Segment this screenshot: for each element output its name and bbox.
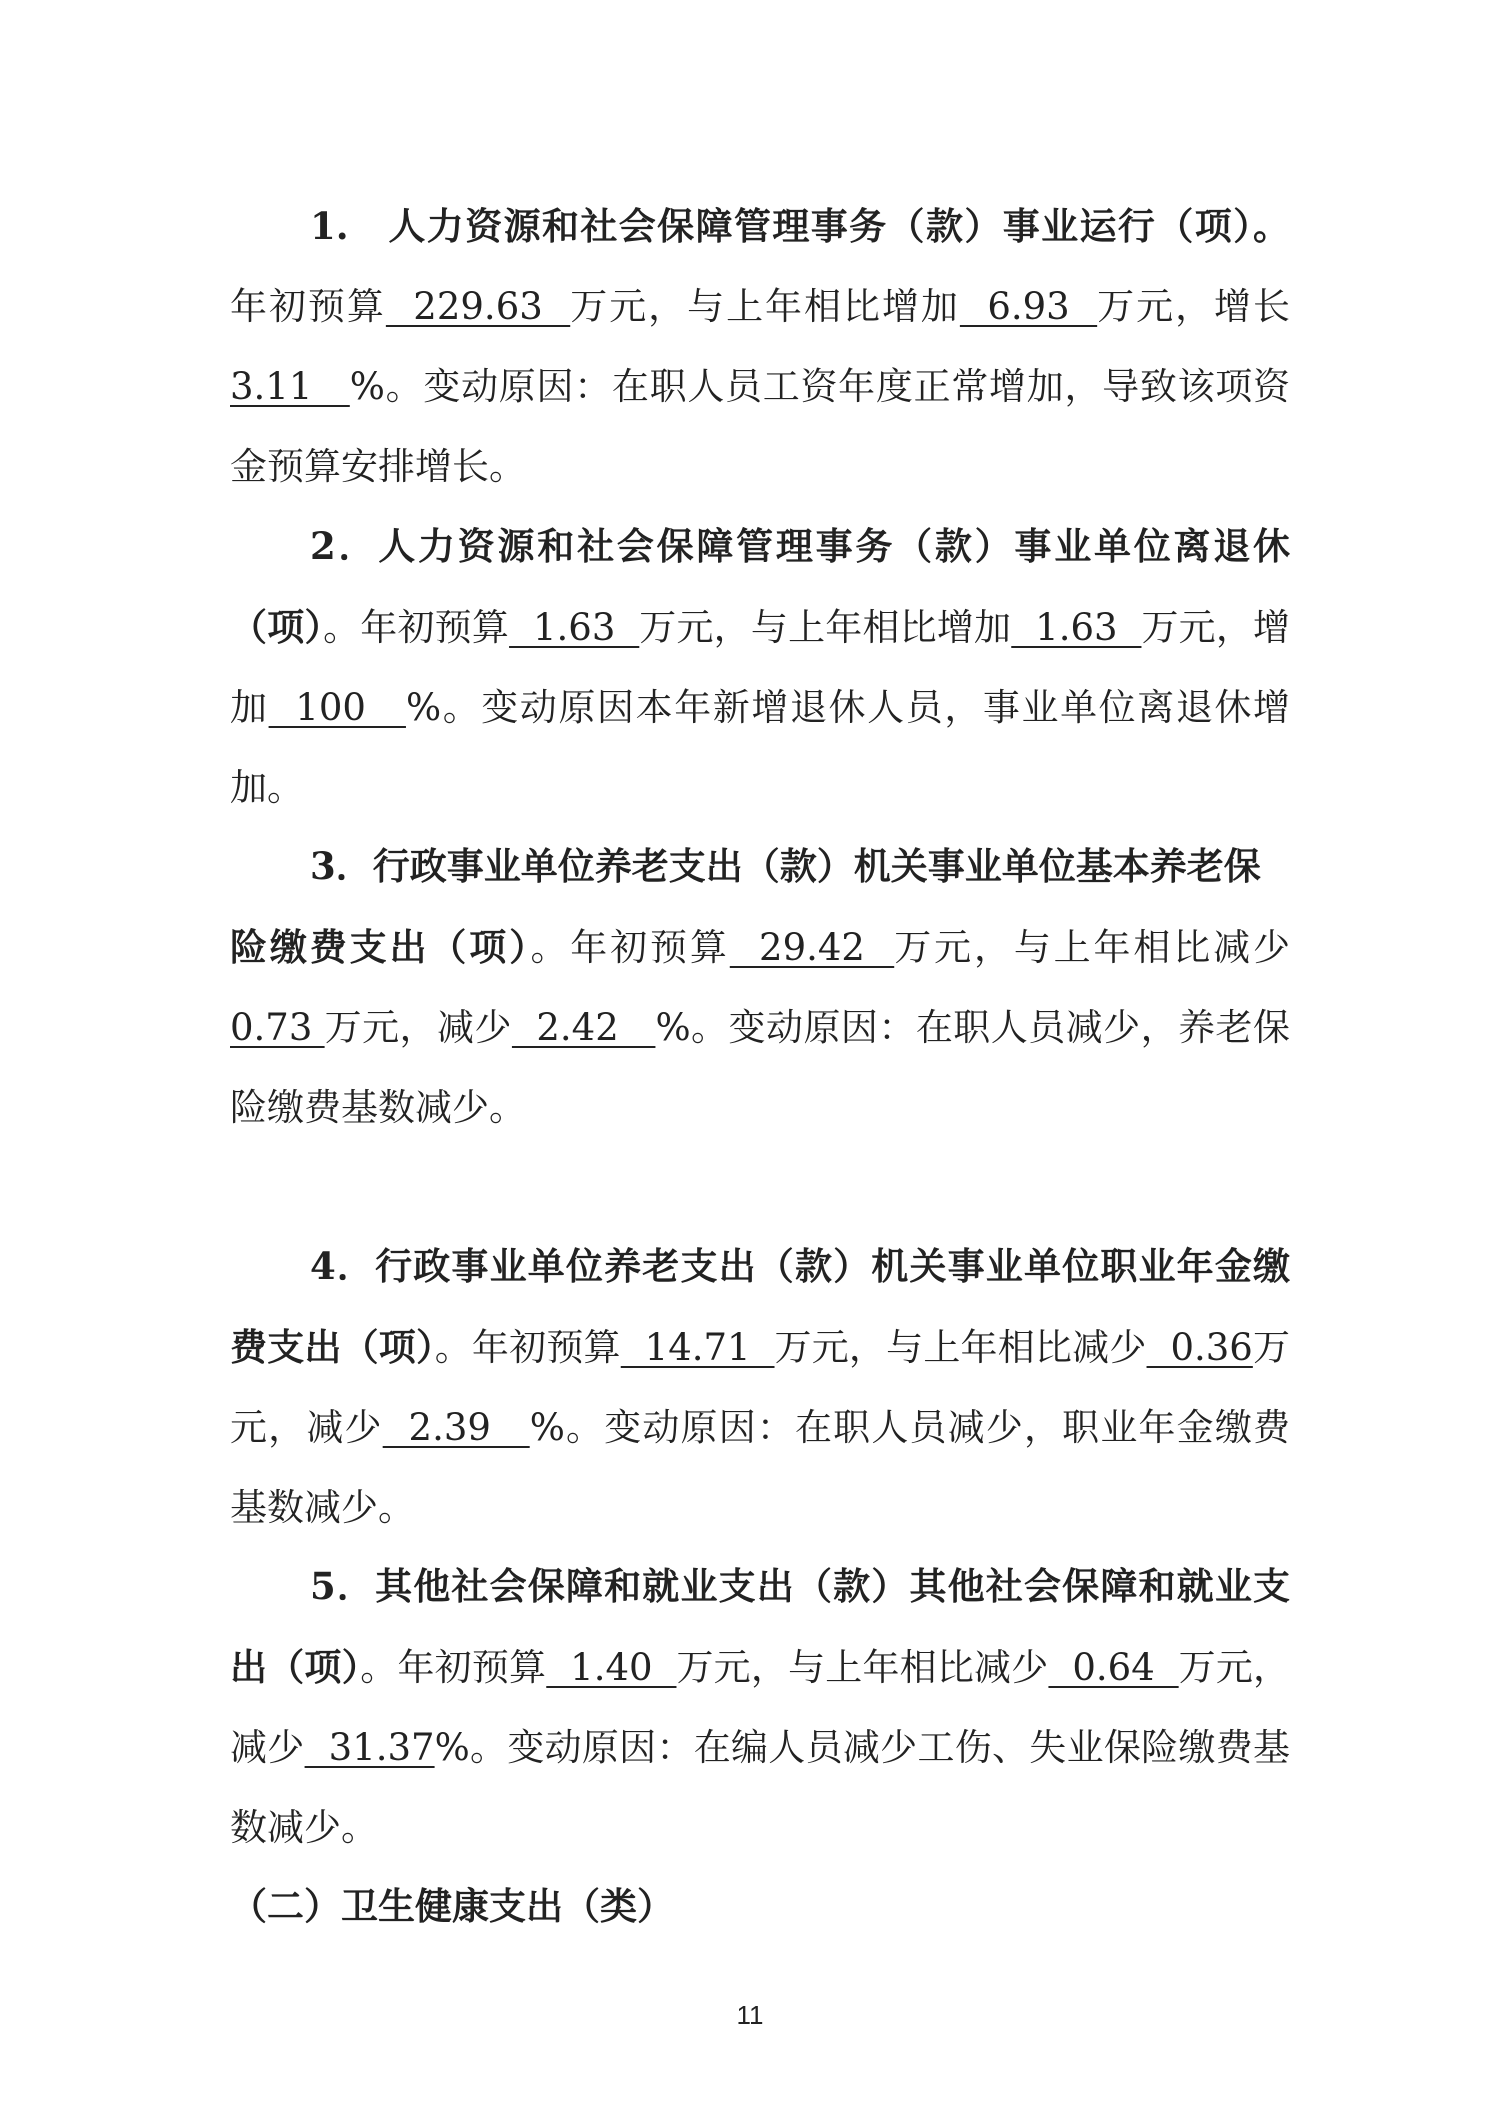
item-heading: 2．人力资源和社会保障管理事务（款）事业单位离退休（项） xyxy=(230,524,1290,649)
item-text: 万元，与上年相比增加 xyxy=(570,285,960,328)
page-number: 11 xyxy=(736,2000,764,2030)
item-text: 。年初预算 xyxy=(530,926,730,969)
budget-item-4 xyxy=(230,1226,1290,1548)
budget-item-5 xyxy=(230,1546,1290,1868)
section-heading: （二）卫生健康支出（类） xyxy=(230,1884,674,1928)
item-text: 万元，增长 xyxy=(1097,285,1291,328)
change-amount: 6.93 xyxy=(959,285,1098,328)
change-amount: 0.64 xyxy=(1048,1646,1179,1689)
budget-amount: 1.63 xyxy=(509,606,640,649)
budget-item-1 xyxy=(230,186,1290,507)
item-text: %。变动原因：在编人员减少工伤、失业保险缴费基数减少。 xyxy=(230,1726,1291,1849)
item-text: 万元，与上年相比减少 xyxy=(676,1646,1049,1689)
item-text: 万元，与上年相比减少 xyxy=(894,926,1291,969)
change-amount: 0.36 xyxy=(1146,1326,1253,1369)
item-text: 万元，减少 xyxy=(230,1646,1291,1769)
item-text: 。年初预算 xyxy=(434,1326,621,1369)
item-text: 万元，减少 xyxy=(230,1326,1291,1449)
item-text: 万元，与上年相比减少 xyxy=(774,1326,1147,1369)
item-heading-continued: 险缴费支出（项） xyxy=(230,925,531,969)
change-percent: 31.37 xyxy=(304,1726,435,1769)
budget-item-3 xyxy=(230,826,1290,1148)
change-percent: 100 xyxy=(268,686,406,729)
item-text: %。变动原因：在职人员减少，养老保险缴费基数减少。 xyxy=(230,1006,1290,1129)
item-text: 年初预算 xyxy=(230,285,386,328)
item-text: 。年初预算 xyxy=(323,606,510,649)
change-percent: 2.39 xyxy=(382,1406,530,1449)
budget-amount: 29.42 xyxy=(729,926,895,969)
budget-amount: 1.40 xyxy=(546,1646,677,1689)
budget-item-2 xyxy=(230,506,1290,828)
item-text: %。变动原因本年新增退休人员，事业单位离退休增加。 xyxy=(230,686,1290,809)
item-heading: 4．行政事业单位养老支出（款）机关事业单位职业年金缴费支出（项） xyxy=(230,1244,1290,1369)
item-text: %。变动原因：在职人员减少，职业年金缴费基数减少。 xyxy=(230,1406,1291,1529)
change-percent: 2.42 xyxy=(511,1006,656,1049)
budget-amount: 14.71 xyxy=(620,1326,775,1369)
item-text: %。变动原因：在职人员工资年度正常增加，导致该项资金预算安排增长。 xyxy=(230,365,1290,488)
item-text: 万元，增加 xyxy=(230,606,1291,729)
item-text: 。年初预算 xyxy=(360,1646,547,1689)
change-percent: 3.11 xyxy=(230,365,350,408)
budget-amount: 229.63 xyxy=(385,285,571,328)
item-heading: 5．其他社会保障和就业支出（款）其他社会保障和就业支出（项） xyxy=(230,1564,1290,1689)
item-heading: 3．行政事业单位养老支出（款）机关事业单位基本养老保 xyxy=(310,844,1261,888)
item-text: 万元，与上年相比增加 xyxy=(639,606,1012,649)
change-amount: 0.73 xyxy=(230,1006,325,1049)
item-heading: 1. 人力资源和社会保障管理事务（款）事业运行（项）。 xyxy=(310,204,1290,248)
item-text: 万元，减少 xyxy=(324,1006,512,1049)
change-amount: 1.63 xyxy=(1011,606,1142,649)
